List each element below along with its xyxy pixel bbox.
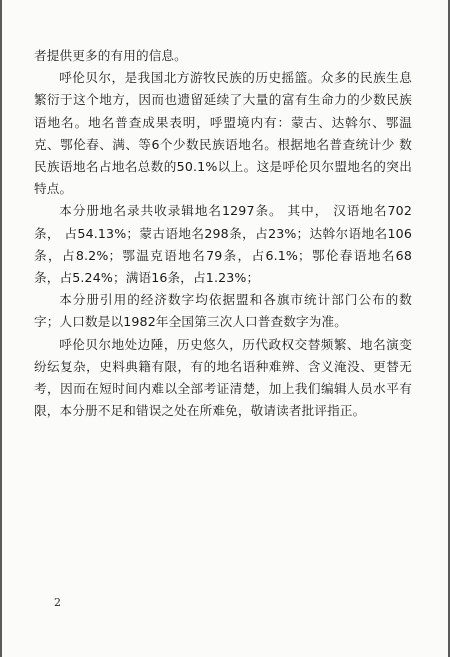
paragraph-place-name-statistics: 本分册地名录共收录辑地名1297条。 其中， 汉语地名702条， 占54.13%；蒙古语地名298条，占23%；达斡尔语地名106条，占8.2%；鄂温克语地名79条，占6.1%；鄂伦春语地名68条，占5.24%；满语16条，占1.23%；: [34, 203, 412, 286]
page-body: [34, 45, 412, 422]
paragraph-editor-note: 呼伦贝尔地处边陲，历史悠久，历代政权交替频繁、地名演变纷纭复杂，史料典籍有限，有的地名语种难辨、含义淹没、更替无考，因而在短时间内难以全部考证清楚，加上我们编辑人员水平有限，本分册不足和错误之处在所难免，敬请读者批评指正。: [34, 336, 412, 419]
paragraph-continuation: 者提供更多的有用的信息。: [34, 48, 187, 63]
page-number: 2: [54, 596, 61, 609]
paragraph-data-sources: 本分册引用的经济数字均依据盟和各旗市统计部门公布的数字；人口数是以1982年全国第三次人口普查数字为准。: [34, 292, 412, 330]
scan-edge-left: [0, 0, 2, 657]
paragraph-hulunbuir-history: 呼伦贝尔，是我国北方游牧民族的历史摇篮。众多的民族生息繁衍于这个地方，因而也遗留延续了大量的富有生命力的少数民族语地名。地名普查成果表明，呼盟境内有：蒙古、达斡尔、鄂温克、鄂伦春、满、等6个少数民族语地名。根据地名普查统计少 数民族语地名占地名总数的50.1%以上。这是呼伦贝尔盟地名的突出特点。: [34, 70, 412, 197]
